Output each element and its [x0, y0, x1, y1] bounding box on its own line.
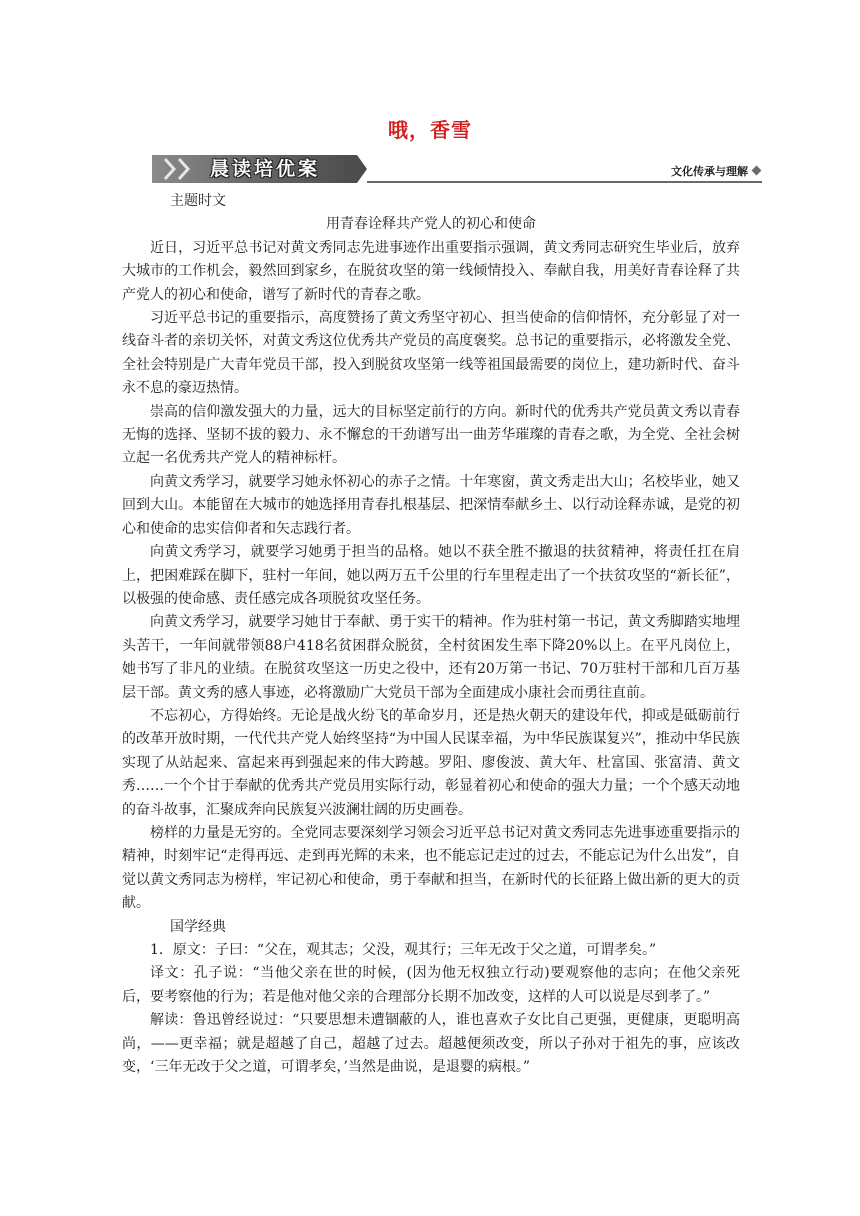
paragraph: 不忘初心，方得始终。无论是战火纷飞的革命岁月，还是热火朝天的建设年代，抑或是砥砺前行的改革开放时期，一代代共产党人始终坚持“为中国人民谋幸福，为中华民族谋复兴”，推动中华民族实现了从站起来、富起来再到强起来的伟大跨越。罗阳、廖俊波、黄大年、杜富国、张富清、黄文秀……一个个甘于奉献的优秀共产党员用实际行动，彰显着初心和使命的强大力量；一个个感天动地的奋斗故事，汇聚成奔向民族复兴波澜壮阔的历史画卷。: [122, 707, 740, 818]
main-content: [122, 190, 740, 1079]
diamond-icon: [752, 166, 762, 176]
section-label-classics: 国学经典: [170, 918, 226, 935]
article-title: 用青春诠释共产党人的初心和使命: [326, 216, 536, 233]
chevron-right-icon: [176, 157, 192, 181]
section-banner: [152, 155, 762, 185]
banner-label: 晨读培优案: [210, 158, 321, 180]
paragraph: 崇高的信仰激发强大的力量，远大的目标坚定前行的方向。新时代的优秀共产党员黄文秀以青春无悔的选择、坚韧不拔的毅力、永不懈怠的干劲谱写出一曲芳华璀璨的青春之歌，为全党、全社会树立起一名优秀共产党人的精神标杆。: [122, 403, 740, 467]
paragraph: 榜样的力量是无穷的。全党同志要深刻学习领会习近平总书记对黄文秀同志先进事迹重要指示的精神，时刻牢记“走得再远、走到再光辉的未来，也不能忘记走过的过去，不能忘记为什么出发”，自觉以黄文秀同志为榜样，牢记初心和使命，勇于奉献和担当，在新时代的长征路上做出新的更大的贡献。: [122, 824, 740, 912]
paragraph: 向黄文秀学习，就要学习她勇于担当的品格。她以不获全胜不撤退的扶贫精神，将责任扛在肩上，把困难踩在脚下，驻村一年间，她以两万五千公里的行车里程走出了一个扶贫攻坚的“新长征”，以极强的使命感、责任感完成各项脱贫攻坚任务。: [122, 544, 740, 607]
paragraph: 1．原文：子曰：“父在，观其志；父没，观其行；三年无改于父之道，可谓孝矣。”: [150, 942, 657, 958]
banner-right-label: 文化传承与理解: [671, 165, 748, 178]
banner-rule: [367, 181, 762, 183]
paragraph: 译文：孔子说：“当他父亲在世的时候，(因为他无权独立行动)要观察他的志向；在他父亲死后，要考察他的行为；若是他对他父亲的合理部分长期不加改变，这样的人可以说是尽到孝了。”: [122, 965, 740, 1005]
page-title: 哦，香雪: [388, 118, 472, 142]
paragraph: 解读：鲁迅曾经说过：“只要思想未遭锢蔽的人，谁也喜欢子女比自己更强，更健康，更聪明高尚，——更幸福；就是超越了自己，超越了过去。超越便须改变，所以子孙对于祖先的事，应该改变，‘三年无改于父之道，可谓孝矣，’当然是曲说，是退婴的病根。”: [122, 1012, 740, 1076]
paragraph: 向黄文秀学习，就要学习她永怀初心的赤子之情。十年寒窗，黄文秀走出大山；名校毕业，她又回到大山。本能留在大城市的她选择用青春扎根基层、把深情奉献乡土、以行动诠释赤诚，是党的初心和使命的忠实信仰者和矢志践行者。: [122, 473, 740, 537]
paragraph: 近日，习近平总书记对黄文秀同志先进事迹作出重要指示强调，黄文秀同志研究生毕业后，放弃大城市的工作机会，毅然回到家乡，在脱贫攻坚的第一线倾情投入、奉献自我，用美好青春诠释了共产党人的初心和使命，谱写了新时代的青春之歌。: [122, 239, 740, 303]
section-label-theme: 主题时文: [170, 193, 226, 209]
paragraph: 向黄文秀学习，就要学习她甘于奉献、勇于实干的精神。作为驻村第一书记，黄文秀脚踏实地埋头苦干，一年间就带领88户418名贫困群众脱贫，全村贫困发生率下降20%以上。在平凡岗位上，她书写了非凡的业绩。在脱贫攻坚这一历史之役中，还有20万第一书记、70万驻村干部和几百万基层干部。黄文秀的感人事迹，必将激励广大党员干部为全面建成小康社会而勇往直前。: [122, 614, 740, 701]
paragraph: 习近平总书记的重要指示，高度赞扬了黄文秀坚守初心、担当使命的信仰情怀，充分彰显了对一线奋斗者的亲切关怀，对黄文秀这位优秀共产党员的高度褒奖。总书记的重要指示，必将激发全党、全社会特别是广大青年党员干部，投入到脱贫攻坚第一线等祖国最需要的岗位上，建功新时代、奋斗永不息的豪迈热情。: [122, 310, 740, 397]
